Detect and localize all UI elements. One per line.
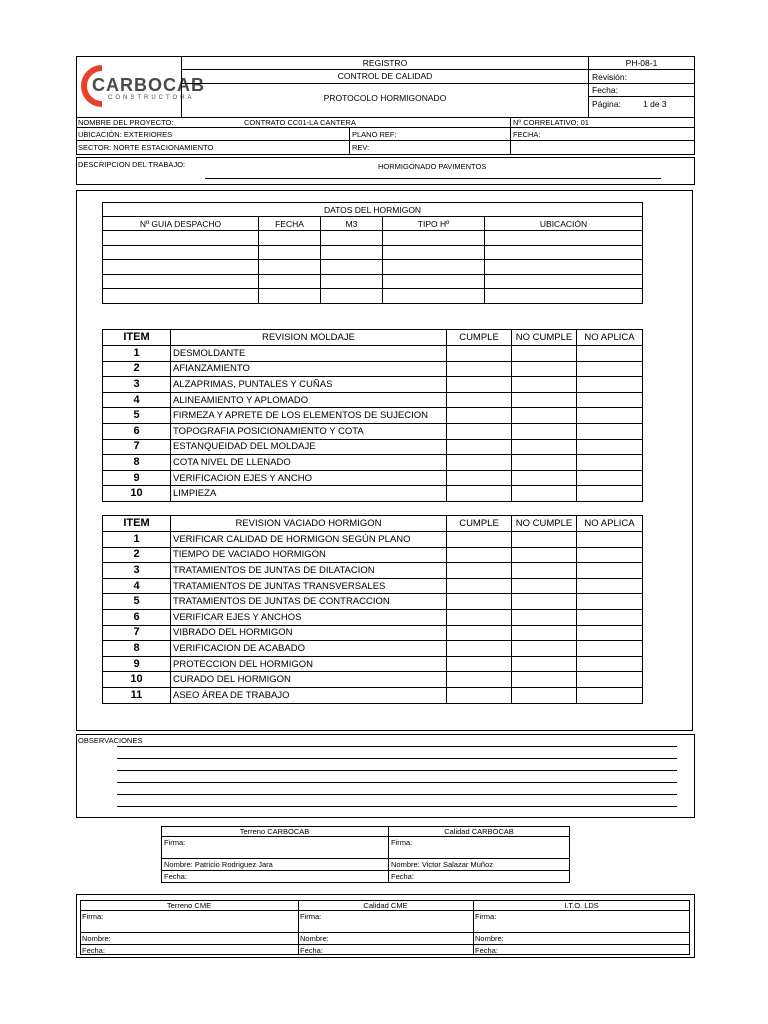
no-aplica-cell[interactable] (577, 532, 643, 548)
plano-ref-label: PLANO REF: (352, 130, 397, 139)
item-description: VERIFICAR EJES Y ANCHOS (171, 609, 447, 625)
col-fecha: FECHA (259, 217, 321, 231)
item-description: ALINEAMIENTO Y APLOMADO (171, 392, 447, 408)
no-cumple-cell[interactable] (512, 594, 577, 610)
no-cumple-cell[interactable] (512, 687, 577, 703)
no-aplica-cell[interactable] (577, 392, 643, 408)
m3-cell[interactable] (321, 231, 383, 246)
item-number: 4 (103, 578, 171, 594)
item-number: 10 (103, 486, 171, 502)
checklist-row (103, 423, 643, 439)
no-aplica-cell[interactable] (577, 547, 643, 563)
fecha-cell[interactable] (259, 289, 321, 304)
tipo-cell[interactable] (383, 289, 485, 304)
cumple-cell[interactable] (447, 563, 512, 579)
no-aplica-header: NO APLICA (577, 516, 643, 532)
table-row (103, 245, 643, 260)
no-aplica-header: NO APLICA (577, 330, 643, 346)
no-cumple-cell[interactable] (512, 377, 577, 393)
guia-cell[interactable] (103, 289, 259, 304)
ubicacion-cell[interactable] (485, 260, 643, 275)
no-cumple-cell[interactable] (512, 625, 577, 641)
header-registro: REGISTRO (362, 58, 408, 68)
item-number: 6 (103, 609, 171, 625)
checklist-row (103, 625, 643, 641)
item-header: ITEM (103, 330, 171, 346)
item-description: TIEMPO DE VACIADO HORMIGON (171, 547, 447, 563)
company-logo (80, 62, 205, 110)
cumple-cell[interactable] (447, 609, 512, 625)
revision-moldaje-table (102, 329, 643, 502)
no-aplica-cell[interactable] (577, 408, 643, 424)
cumple-cell[interactable] (447, 625, 512, 641)
tipo-cell[interactable] (383, 274, 485, 289)
checklist-row (103, 594, 643, 610)
no-cumple-cell[interactable] (512, 361, 577, 377)
no-aplica-cell[interactable] (577, 563, 643, 579)
checklist-row (103, 547, 643, 563)
fecha-cell[interactable] (259, 274, 321, 289)
m3-cell[interactable] (321, 245, 383, 260)
doc-code: PH-08-1 (625, 58, 658, 68)
item-number: 9 (103, 656, 171, 672)
no-aplica-cell[interactable] (577, 609, 643, 625)
table-row (103, 289, 643, 304)
checklist-row (103, 439, 643, 455)
item-description: DESMOLDANTE (171, 346, 447, 362)
cumple-cell[interactable] (447, 672, 512, 688)
checklist-row (103, 672, 643, 688)
no-aplica-cell[interactable] (577, 361, 643, 377)
item-number: 2 (103, 361, 171, 377)
no-aplica-cell[interactable] (577, 594, 643, 610)
checklist-row (103, 578, 643, 594)
logo-subtext: CONSTRUCTORA (108, 95, 195, 101)
datos-hormigon-table (102, 202, 643, 304)
observaciones-label: OBSERVACIONES (78, 736, 143, 745)
cumple-cell[interactable] (447, 346, 512, 362)
no-cumple-cell[interactable] (512, 423, 577, 439)
fecha-label: Fecha: (592, 85, 618, 95)
fecha-cell[interactable] (259, 231, 321, 246)
fecha-terreno-cme[interactable]: Fecha: (82, 946, 105, 955)
item-description: PROTECCION DEL HORMIGON (171, 656, 447, 672)
no-cumple-cell[interactable] (512, 609, 577, 625)
item-description: TRATAMIENTOS DE JUNTAS DE DILATACION (171, 563, 447, 579)
item-number: 6 (103, 423, 171, 439)
fecha-calidad-carbocab[interactable]: Fecha: (391, 872, 414, 881)
contrato-value: CONTRATO CC01-LA CANTERA (244, 118, 356, 127)
correlativo-value: Nº CORRELATIVO: 01 (513, 118, 589, 127)
fecha-proyecto-label: FECHA: (513, 130, 541, 139)
logo-text: CARBOCAB (92, 75, 205, 95)
no-aplica-cell[interactable] (577, 486, 643, 502)
item-description: TOPOGRAFIA POSICIONAMIENTO Y COTA (171, 423, 447, 439)
checklist-row (103, 656, 643, 672)
item-number: 1 (103, 532, 171, 548)
no-aplica-cell[interactable] (577, 470, 643, 486)
item-number: 7 (103, 439, 171, 455)
m3-cell[interactable] (321, 260, 383, 275)
cumple-cell[interactable] (447, 423, 512, 439)
no-cumple-cell[interactable] (512, 408, 577, 424)
nombre-ito-lds[interactable]: Nombre: (475, 934, 504, 943)
descripcion-value: HORMIGONADO PAVIMENTOS (378, 162, 487, 171)
m3-cell[interactable] (321, 289, 383, 304)
cumple-cell[interactable] (447, 578, 512, 594)
datos-title: DATOS DEL HORMIGON (103, 203, 643, 217)
checklist-row (103, 455, 643, 471)
calidad-carbocab-header: Calidad CARBOCAB (444, 827, 514, 836)
vaciado-title: REVISION VACIADO HORMIGON (171, 516, 447, 532)
cumple-cell[interactable] (447, 594, 512, 610)
no-cumple-cell[interactable] (512, 656, 577, 672)
cumple-cell[interactable] (447, 641, 512, 657)
guia-cell[interactable] (103, 260, 259, 275)
sector-value: SECTOR: NORTE ESTACIONAMIENTO (78, 143, 214, 152)
checklist-row (103, 408, 643, 424)
calidad-cme-header: Calidad CME (363, 901, 408, 910)
cumple-cell[interactable] (447, 408, 512, 424)
item-number: 2 (103, 547, 171, 563)
item-number: 9 (103, 470, 171, 486)
ubicacion-cell[interactable] (485, 289, 643, 304)
checklist-row (103, 377, 643, 393)
cumple-cell[interactable] (447, 455, 512, 471)
item-number: 11 (103, 687, 171, 703)
item-number: 4 (103, 392, 171, 408)
cumple-cell[interactable] (447, 439, 512, 455)
no-aplica-cell[interactable] (577, 656, 643, 672)
item-number: 3 (103, 377, 171, 393)
checklist-row (103, 532, 643, 548)
item-description: LIMPIEZA (171, 486, 447, 502)
item-number: 5 (103, 408, 171, 424)
item-number: 10 (103, 672, 171, 688)
no-cumple-cell[interactable] (512, 547, 577, 563)
rev-label: REV: (352, 143, 370, 152)
guia-cell[interactable] (103, 274, 259, 289)
cumple-cell[interactable] (447, 532, 512, 548)
item-description: AFIANZAMIENTO (171, 361, 447, 377)
terreno-carbocab-header: Terreno CARBOCAB (239, 827, 310, 836)
no-cumple-cell[interactable] (512, 486, 577, 502)
tipo-cell[interactable] (383, 245, 485, 260)
no-cumple-cell[interactable] (512, 672, 577, 688)
header-protocolo: PROTOCOLO HORMIGONADO (323, 93, 447, 103)
fecha-ito-lds[interactable]: Fecha: (475, 946, 498, 955)
no-aplica-cell[interactable] (577, 687, 643, 703)
checklist-row (103, 470, 643, 486)
item-description: VERIFICACION EJES Y ANCHO (171, 470, 447, 486)
item-description: ESTANQUEIDAD DEL MOLDAJE (171, 439, 447, 455)
fecha-terreno-carbocab[interactable]: Fecha: (164, 872, 187, 881)
item-description: FIRMEZA Y APRETE DE LOS ELEMENTOS DE SUJECION (171, 408, 447, 424)
cumple-cell[interactable] (447, 547, 512, 563)
no-cumple-cell[interactable] (512, 563, 577, 579)
table-row (103, 274, 643, 289)
item-number: 5 (103, 594, 171, 610)
item-number: 7 (103, 625, 171, 641)
no-aplica-cell[interactable] (577, 346, 643, 362)
item-description: VERIFICAR CALIDAD DE HORMIGON SEGÚN PLANO (171, 532, 447, 548)
item-number: 8 (103, 455, 171, 471)
cumple-cell[interactable] (447, 687, 512, 703)
guia-cell[interactable] (103, 231, 259, 246)
no-aplica-cell[interactable] (577, 672, 643, 688)
no-aplica-cell[interactable] (577, 377, 643, 393)
m3-cell[interactable] (321, 274, 383, 289)
firma-calidad-cme[interactable]: Firma: (300, 912, 322, 921)
checklist-row (103, 687, 643, 703)
item-description: ASEO ÁREA DE TRABAJO (171, 687, 447, 703)
fecha-calidad-cme[interactable]: Fecha: (300, 946, 323, 955)
col-guia: Nº GUIA DESPACHO (103, 217, 259, 231)
checklist-row (103, 563, 643, 579)
ubicacion-value: UBICACIÓN: EXTERIORES (78, 130, 173, 139)
checklist-row (103, 486, 643, 502)
tipo-cell[interactable] (383, 260, 485, 275)
no-cumple-cell[interactable] (512, 346, 577, 362)
item-description: CURADO DEL HORMIGON (171, 672, 447, 688)
table-row (103, 260, 643, 275)
col-m3: M3 (321, 217, 383, 231)
checklist-row (103, 392, 643, 408)
cumple-cell[interactable] (447, 486, 512, 502)
no-aplica-cell[interactable] (577, 439, 643, 455)
no-aplica-cell[interactable] (577, 641, 643, 657)
col-ubicacion: UBICACIÓN (485, 217, 643, 231)
nombre-proyecto-label: NOMBRE DEL PROYECTO: (78, 118, 174, 127)
guia-cell[interactable] (103, 245, 259, 260)
cumple-cell[interactable] (447, 361, 512, 377)
ito-lds-header: I.T.O. LDS (564, 901, 599, 910)
no-cumple-cell[interactable] (512, 641, 577, 657)
cumple-header: CUMPLE (447, 330, 512, 346)
no-cumple-cell[interactable] (512, 439, 577, 455)
no-cumple-cell[interactable] (512, 455, 577, 471)
header-control: CONTROL DE CALIDAD (337, 71, 433, 81)
item-number: 3 (103, 563, 171, 579)
no-cumple-header: NO CUMPLE (512, 330, 577, 346)
checklist-row (103, 346, 643, 362)
cumple-cell[interactable] (447, 377, 512, 393)
ubicacion-cell[interactable] (485, 231, 643, 246)
cumple-header: CUMPLE (447, 516, 512, 532)
checklist-row (103, 361, 643, 377)
ubicacion-cell[interactable] (485, 274, 643, 289)
firma-terreno-cme[interactable]: Firma: (82, 912, 104, 921)
terreno-cme-header: Terreno CME (166, 901, 212, 910)
revision-label: Revisión: (592, 72, 627, 82)
nombre-calidad-carbocab: Nombre: Victor Salazar Muñoz (391, 860, 493, 869)
no-cumple-cell[interactable] (512, 532, 577, 548)
cumple-cell[interactable] (447, 392, 512, 408)
fecha-cell[interactable] (259, 245, 321, 260)
table-row (103, 231, 643, 246)
pagina-value: 1 de 3 (643, 99, 667, 109)
firma-calidad-carbocab[interactable]: Firma: (391, 838, 413, 847)
no-cumple-cell[interactable] (512, 470, 577, 486)
item-number: 8 (103, 641, 171, 657)
col-tipo: TIPO Hº (383, 217, 485, 231)
no-cumple-cell[interactable] (512, 578, 577, 594)
fecha-cell[interactable] (259, 260, 321, 275)
item-description: TRATAMIENTOS DE JUNTAS TRANSVERSALES (171, 578, 447, 594)
cumple-cell[interactable] (447, 656, 512, 672)
no-aplica-cell[interactable] (577, 423, 643, 439)
firma-ito-lds[interactable]: Firma: (475, 912, 497, 921)
item-number: 1 (103, 346, 171, 362)
checklist-row (103, 609, 643, 625)
no-cumple-header: NO CUMPLE (512, 516, 577, 532)
nombre-terreno-carbocab: Nombre: Patricio Rodriguez Jara (164, 860, 273, 869)
item-header: ITEM (103, 516, 171, 532)
item-description: COTA NIVEL DE LLENADO (171, 455, 447, 471)
firma-terreno-carbocab[interactable]: Firma: (164, 838, 186, 847)
checklist-row (103, 641, 643, 657)
tipo-cell[interactable] (383, 231, 485, 246)
item-description: VIBRADO DEL HORMIGON (171, 625, 447, 641)
cumple-cell[interactable] (447, 470, 512, 486)
item-description: VERIFICACION DE ACABADO (171, 641, 447, 657)
item-description: ALZAPRIMAS, PUNTALES Y CUÑAS (171, 377, 447, 393)
no-aplica-cell[interactable] (577, 455, 643, 471)
ubicacion-cell[interactable] (485, 245, 643, 260)
nombre-terreno-cme[interactable]: Nombre: (82, 934, 111, 943)
descripcion-label: DESCRIPCION DEL TRABAJO: (78, 160, 186, 169)
item-description: TRATAMIENTOS DE JUNTAS DE CONTRACCION (171, 594, 447, 610)
no-aplica-cell[interactable] (577, 625, 643, 641)
pagina-label: Página: (592, 99, 621, 109)
revision-vaciado-table (102, 515, 643, 704)
no-aplica-cell[interactable] (577, 578, 643, 594)
no-cumple-cell[interactable] (512, 392, 577, 408)
moldaje-title: REVISION MOLDAJE (171, 330, 447, 346)
nombre-calidad-cme[interactable]: Nombre: (300, 934, 329, 943)
